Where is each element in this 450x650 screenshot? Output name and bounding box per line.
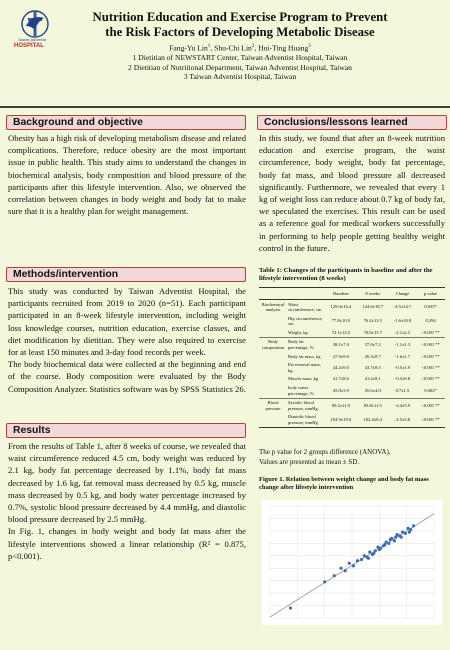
table-cell-pvalue: <0.001 ** — [416, 398, 445, 413]
table-cell-8weeks: 102.4±8.4 — [357, 413, 389, 428]
table-cell-pvalue: <0.001 ** — [416, 337, 445, 352]
table-header-change: Change — [389, 288, 417, 300]
table-cell-change: -2.1±2.3 — [394, 329, 411, 335]
chart-point — [363, 554, 366, 557]
author-block — [70, 42, 410, 82]
table-cell-group: Biochemical analysis — [261, 301, 285, 313]
chart-point — [389, 538, 392, 541]
affiliation-3: 3 Taiwan Adventist Hospital, Taiwan — [183, 72, 297, 82]
logo-line2: HOSPITAL — [14, 43, 44, 49]
table-cell-8weeks: 43.7±8.5 — [364, 365, 381, 371]
table-caption: Table 1: Changes of the participants in baseline and after the lifestyle intervention (8 weeks) — [259, 267, 433, 283]
table-cell-pvalue: <0.001 ** — [421, 365, 440, 371]
table-row — [259, 384, 445, 399]
table-cell-measure: Hip circumference, cm — [288, 315, 323, 327]
table-note-1: The p value for 2 groups difference (ANOVA). — [259, 448, 391, 456]
chart-point — [333, 574, 336, 577]
table-row — [259, 361, 445, 375]
table-cell-8weeks: 26.3±8.7 — [364, 353, 381, 359]
table-cell-change: -1.6±1.7 — [394, 353, 411, 359]
table-cell-8weeks: 41.2±8.1 — [364, 376, 381, 382]
table-cell-measure: Diastolic blood pressure, mmHg — [287, 413, 325, 428]
table-header-baseline: Baseline — [325, 288, 357, 300]
table-cell-baseline: 72.1±14.5 — [331, 329, 351, 335]
table-cell-group — [259, 361, 287, 375]
table-cell-group — [259, 328, 287, 337]
figure-caption: Figure 1. Relation between weight change and body fat mass change after lifestyle intervention — [259, 476, 429, 492]
table-cell-measure: Muscle mass, kg — [288, 376, 319, 382]
author-names: Fang-Yu Lin$^1$, Shu-Chi Lin$^2$, Hui-Ting Huang$^3$ — [169, 43, 311, 53]
chart-point — [348, 562, 351, 565]
table-cell-8weeks: 76.2±13.5 — [363, 318, 382, 324]
table-cell-change: -1.1±1.3 — [389, 337, 417, 352]
table-header-cell — [287, 288, 325, 300]
methods-paragraph-2: The body biochemical data were collected at the beginning and end of the course. Body composition were evaluated by the Body Composition Analyzer. Statistics software was by SPSS Statistics 26. — [8, 359, 246, 394]
methods-heading: Methods/intervention — [6, 267, 246, 282]
chart-point — [400, 536, 403, 539]
table-cell-8weeks: 85.8±11.5 — [357, 398, 389, 413]
chart-point — [344, 569, 347, 572]
chart-point — [378, 548, 381, 551]
background-text: Obesity has a high risk of developing metabolism disease and related complications. Therefore, reduce obesity are the most important issue in public health. This study aims to understand the changes in biochemical analysis, body composition and blood pressure of the participants after this lifestyle intervention. Also, we observed the correlation between changes in body weight and body fat to make sure that it is a healthy plan for weight management. — [8, 133, 246, 217]
affiliation-2: 2 Dietitian of Nutritional Department, Taiwan Adventist Hospital, Taiwan — [128, 62, 352, 72]
table-cell-measure: Body fat mass, kg — [288, 353, 321, 359]
table-cell-group — [259, 384, 287, 399]
table-cell-baseline: 44.2±9.0 — [332, 365, 349, 371]
chart-point — [372, 552, 375, 555]
table-cell-8weeks: 124.6±18.7 — [362, 304, 383, 310]
background-heading: Background and objective — [6, 115, 246, 130]
table-header-cell — [259, 288, 287, 300]
results-heading: Results — [6, 423, 246, 438]
chart-point — [356, 559, 359, 562]
chart-point — [412, 524, 415, 527]
table-cell-pvalue: 0.002* — [424, 387, 437, 393]
table-cell-group — [259, 375, 287, 384]
logo-line1: Taiwan Adventist — [18, 38, 47, 42]
results-paragraph-1: From the results of Table 1, after 8 weeks of course, we revealed that waist circumference reduced 4.5 cm, body weight was reduced by 2.1 kg, body fat percentage decreased by 1.1%, body fat mass decreased by 1.6 kg, fat removal mass decreased by 0.5 kg, muscle mass decreased by 0.5 kg, and body water percentage increased by 0.7%, systolic blood pressure decreased by 4.4 mmHg, and diastolic blood pressure decreased by 2.5 mmHg. — [8, 441, 246, 525]
table-header-8weeks: 8 weeks — [357, 288, 389, 300]
header-divider — [0, 106, 450, 108]
table-cell-measure: Weight, kg — [288, 329, 308, 335]
chart-point — [352, 564, 355, 567]
table-cell-change: -2.5±3.8 — [389, 413, 417, 428]
table-cell-baseline: 129.0±16.4 — [330, 304, 352, 310]
table-header-pvalue: p value — [416, 288, 445, 300]
table-cell-group — [259, 314, 287, 328]
table-cell-measure: Body fat percentage, % — [287, 337, 325, 352]
table-cell-pvalue: 0.294 — [425, 318, 436, 324]
methods-paragraph-1: This study was conducted by Taiwan Adventist Hospital, the participants recruited from 2019 to 2020 (n=51). Each participant participated in an 8-week lifestyle intervention, including weight loss knowledge courses, nutrition education, exercise classes, and diet modification by dietitian. They were also required to exercise for at least 150 minutes and 3-day food records per week. — [8, 286, 246, 358]
table-cell-baseline: 104.9±19.0 — [325, 413, 357, 428]
table-cell-8weeks: 37.0±7.2 — [357, 337, 389, 352]
chart-point — [383, 543, 386, 546]
table-cell-change: -0.5±1.9 — [394, 365, 411, 371]
table-cell-group — [259, 413, 287, 428]
table-row — [259, 375, 445, 384]
chart-point — [404, 532, 407, 535]
table-cell-baseline: 90.2±11.0 — [325, 398, 357, 413]
table-cell-baseline: 45.0±3.9 — [332, 387, 349, 393]
table-cell-pvalue: <0.001 ** — [421, 329, 440, 335]
chart-point — [401, 531, 404, 534]
table-cell-baseline: 41.7±8.6 — [332, 376, 349, 382]
chart-point — [387, 542, 390, 545]
chart-point — [367, 557, 370, 560]
results-table — [259, 287, 445, 428]
results-text — [8, 440, 246, 562]
chart-point — [394, 536, 397, 539]
table-row — [259, 352, 445, 361]
table-row — [259, 398, 445, 413]
table-note-2: Values are presented as mean ± SD. — [259, 458, 360, 466]
chart-point — [289, 606, 292, 609]
table-cell-8weeks: 70.0±13.7 — [363, 329, 382, 335]
table-cell-change: -4.5±14.7 — [393, 304, 412, 310]
table-cell-pvalue: <0.001 ** — [416, 413, 445, 428]
table-cell-group — [259, 352, 287, 361]
table-cell-change: -1.6±10.8 — [393, 318, 412, 324]
scatter-chart — [262, 500, 442, 625]
table-cell-change: -0.5±0.8 — [394, 376, 411, 382]
table-cell-measure: Fat removal mass, kg — [288, 362, 321, 373]
table-cell-change: 0.7±1.5 — [395, 387, 410, 393]
table-row — [259, 413, 445, 428]
table-cell-8weeks: 45.6±4.0 — [364, 387, 381, 393]
table-cell-pvalue: <0.001 ** — [421, 353, 440, 359]
table-cell-measure: Waist circumference, cm — [288, 301, 322, 313]
table-row — [259, 300, 445, 315]
table-row — [259, 314, 445, 328]
table-cell-change: -4.4±5.9 — [389, 398, 417, 413]
table-cell-baseline: 38.1±7.0 — [325, 337, 357, 352]
chart-point — [368, 550, 371, 553]
table-cell-baseline: 27.9±9.0 — [332, 353, 349, 359]
table-cell-measure: Systolic blood pressure, mmHg — [287, 398, 325, 413]
table-cell-baseline: 77.8±10.9 — [331, 318, 351, 324]
table-row — [259, 337, 445, 352]
methods-text — [8, 285, 246, 395]
table-cell-group: Blood pressure — [259, 398, 287, 413]
table-cell-pvalue: <0.001 ** — [421, 376, 440, 382]
results-paragraph-2: In Fig. 1, changes in body weight and body fat mass after the lifestyle interventions showed a linear relationship (R² = 0.875, p<0.001). — [8, 526, 246, 561]
table-row — [259, 328, 445, 337]
table-cell-measure: body water percentage, % — [288, 385, 314, 396]
table-cell-group: Body composition — [259, 337, 287, 352]
table-cell-pvalue: 0.035* — [424, 304, 437, 310]
chart-point — [393, 539, 396, 542]
conclusions-heading: Conclusions/lessons learned — [257, 115, 447, 130]
chart-point — [408, 531, 411, 534]
conclusions-text: In this study, we found that after an 8-week nutrition education and exercise program, the waist circumference, body weight, body fat percentage, body fat mass, and blood pressure all decreased significantly. Furthermore, we revealed that every 1 kg of weight loss can reduce about 0.7 kg of body fat, we speculated the exercises. This result can be used as a reference goal for medical workers successfully in performing to help people getting healthy weight control in the future. — [259, 133, 445, 253]
chart-point — [339, 567, 342, 570]
chart-point — [323, 580, 326, 583]
chart-point — [360, 558, 363, 561]
affiliation-1: 1 Dietitian of NEWSTART Center, Taiwan Adventist Hospital, Taiwan — [132, 53, 348, 63]
chart-point — [406, 527, 409, 530]
title-line-1: Nutrition Education and Exercise Program to Prevent — [92, 10, 388, 24]
poster-title — [70, 10, 410, 40]
title-line-2: the Risk Factors of Developing Metabolic Disease — [105, 25, 375, 39]
table-header-row — [259, 288, 445, 300]
